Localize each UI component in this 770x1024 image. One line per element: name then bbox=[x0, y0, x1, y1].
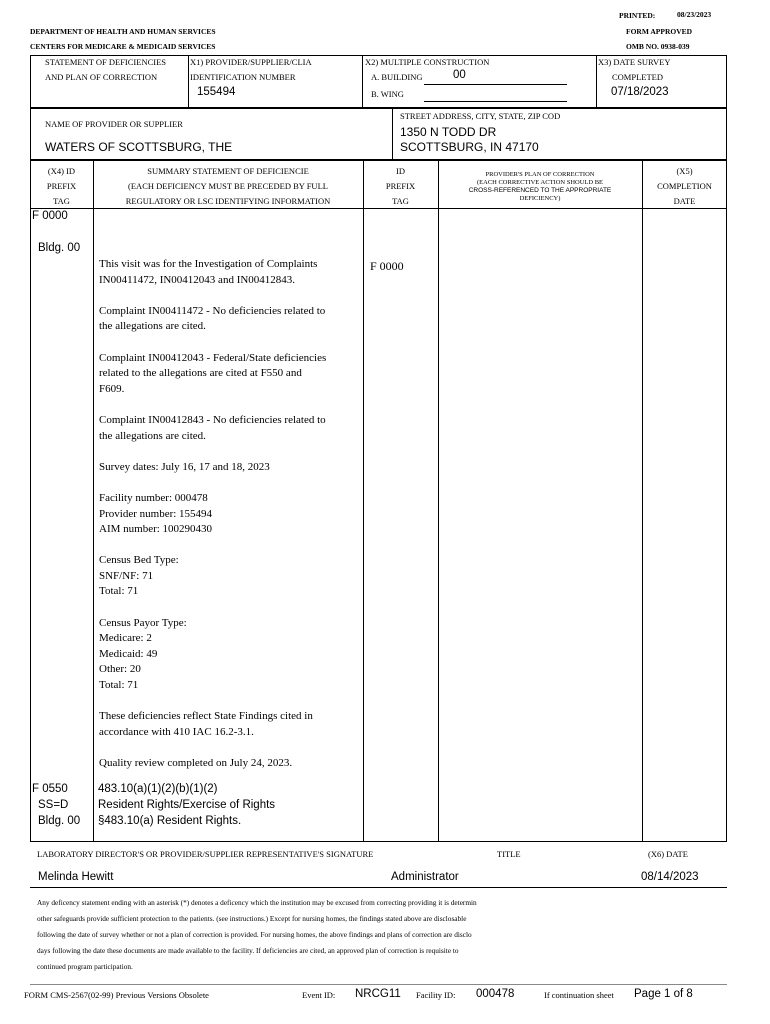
printed-label: PRINTED: bbox=[619, 11, 656, 20]
plan-header-4: DEFICIENCY) bbox=[519, 195, 561, 202]
paragraph-1: This visit was for the Investigation of Complaints IN00411472, IN00412043 and IN00412843. bbox=[99, 258, 318, 286]
x5-header-3: DATE bbox=[673, 196, 696, 206]
event-id-label: Event ID: bbox=[302, 990, 336, 1000]
title-label: TITLE bbox=[497, 849, 521, 859]
id-header-3: TAG bbox=[392, 196, 409, 206]
event-id-value: NRCG11 bbox=[355, 988, 401, 1000]
page-number: Page 1 of 8 bbox=[634, 988, 693, 1000]
provider-name-value: WATERS OF SCOTTSBURG, THE bbox=[45, 140, 233, 154]
paragraph-6: Facility number: 000478 Provider number: 155494 AIM number: 100290430 bbox=[99, 491, 213, 536]
form-number: FORM CMS-2567(02-99) Previous Versions Obsolete bbox=[24, 990, 209, 1000]
statement-label-2: AND PLAN OF CORRECTION bbox=[45, 72, 158, 82]
paragraph-8: Census Payor Type: Medicare: 2 Medicaid: 49 Other: 20 Total: 71 bbox=[99, 616, 187, 692]
x4-header-3: TAG bbox=[53, 196, 70, 206]
paragraph-7: Census Bed Type: SNF/NF: 71 Total: 71 bbox=[99, 554, 179, 598]
address-line-1: 1350 N TODD DR bbox=[400, 125, 497, 139]
omb-number: OMB NO. 0938-039 bbox=[626, 42, 690, 51]
date-survey-label-2: COMPLETED bbox=[612, 72, 663, 82]
bldg-label: Bldg. 00 bbox=[38, 242, 81, 254]
paragraph-2: Complaint IN00411472 - No deficiencies related to the allegations are cited. bbox=[99, 304, 326, 333]
summary-header-2: (EACH DEFICIENCY MUST BE PRECEDED BY FULL bbox=[128, 181, 328, 191]
multiple-construction-label: X2) MULTIPLE CONSTRUCTION bbox=[365, 57, 490, 67]
plan-header-2: (EACH CORRECTIVE ACTION SHOULD BE bbox=[476, 179, 604, 186]
x4-header-2: PREFIX bbox=[46, 181, 77, 191]
disclaimer-line-1: Any deficency statement ending with an asterisk (*) denotes a deficency which the institution may be excused from correcting providing it is determin bbox=[37, 898, 477, 907]
address-line-2: SCOTTSBURG, IN 47170 bbox=[400, 140, 539, 154]
regulation-title: Resident Rights/Exercise of Rights bbox=[98, 799, 276, 811]
signature-date: 08/14/2023 bbox=[641, 871, 699, 883]
regulation-citation: 483.10(a)(1)(2)(b)(1)(2) bbox=[98, 783, 218, 795]
x5-header-2: COMPLETION bbox=[657, 181, 712, 191]
paragraph-4: Complaint IN00412843 - No deficiencies related to the allegations are cited. bbox=[99, 413, 326, 442]
wing-label: B. WING bbox=[371, 89, 404, 99]
id-header-2: PREFIX bbox=[385, 181, 416, 191]
address-label: STREET ADDRESS, CITY, STATE, ZIP COD bbox=[400, 111, 561, 121]
provider-name-label: NAME OF PROVIDER OR SUPPLIER bbox=[45, 119, 183, 129]
x5-header-1: (X5) bbox=[676, 166, 693, 176]
paragraph-9: These deficiencies reflect State Findings cited in accordance with 410 IAC 16.2-3.1. bbox=[99, 710, 313, 738]
centers-heading: CENTERS FOR MEDICARE & MEDICAID SERVICES bbox=[30, 42, 216, 51]
summary-header-3: REGULATORY OR LSC IDENTIFYING INFORMATION bbox=[125, 196, 331, 206]
bldg-label-2: Bldg. 00 bbox=[38, 815, 81, 827]
tag-f0000: F 0000 bbox=[32, 210, 68, 222]
disclaimer-line-4: days following the date these documents are made available to the facility. If deficiencies are cited, an approved plan of correction is requisite to bbox=[37, 946, 459, 955]
facility-id-value: 000478 bbox=[476, 988, 515, 1000]
disclaimer-line-5: continued program participation. bbox=[37, 962, 133, 971]
statement-label-1: STATEMENT OF DEFICIENCIES bbox=[45, 57, 167, 67]
form-approved: FORM APPROVED bbox=[626, 27, 693, 36]
signature-label: LABORATORY DIRECTOR'S OR PROVIDER/SUPPLIER REPRESENTATIVE'S SIGNATURE bbox=[37, 849, 374, 859]
continuation-label: If continuation sheet bbox=[544, 990, 614, 1000]
regulation-section: §483.10(a) Resident Rights. bbox=[98, 815, 242, 827]
building-label: A. BUILDING bbox=[371, 72, 423, 82]
x4-header-1: (X4) ID bbox=[47, 166, 76, 176]
date-label: (X6) DATE bbox=[648, 849, 688, 859]
paragraph-10: Quality review completed on July 24, 2023. bbox=[99, 757, 293, 769]
signer-title: Administrator bbox=[391, 871, 459, 883]
signer-name: Melinda Hewitt bbox=[38, 871, 114, 883]
disclaimer bbox=[37, 895, 477, 975]
summary-header-1: SUMMARY STATEMENT OF DEFICIENCIE bbox=[147, 166, 309, 176]
date-survey-value: 07/18/2023 bbox=[611, 86, 669, 98]
provider-id-label-2: IDENTIFICATION NUMBER bbox=[190, 72, 296, 82]
facility-id-label: Facility ID: bbox=[416, 990, 456, 1000]
paragraph-5: Survey dates: July 16, 17 and 18, 2023 bbox=[99, 460, 270, 473]
paragraph-3: Complaint IN00412043 - Federal/State deficiencies related to the allegations are cited at F550 and F609. bbox=[99, 351, 327, 395]
disclaimer-line-2: other safeguards provide sufficient protection to the patients. (see instructions.) Except for nursing homes, the findings stated above are disclosable bbox=[37, 914, 467, 923]
tag-f0550: F 0550 bbox=[32, 783, 68, 795]
date-survey-label-1: X3) DATE SURVEY bbox=[598, 57, 671, 67]
department-heading: DEPARTMENT OF HEALTH AND HUMAN SERVICES bbox=[30, 27, 216, 36]
plan-header-1: PROVIDER'S PLAN OF CORRECTION bbox=[485, 171, 595, 178]
summary-text bbox=[99, 257, 326, 787]
disclaimer-line-3: following the date of survey whether or not a plan of correction is provided. For nursing homes, the above findings and plans of correction are disclo bbox=[37, 930, 472, 939]
provider-id-label-1: X1) PROVIDER/SUPPLIER/CLIA bbox=[190, 57, 312, 67]
building-value: 00 bbox=[453, 69, 466, 81]
printed-date: 08/23/2023 bbox=[677, 10, 712, 19]
tag-f0000-right: F 0000 bbox=[370, 259, 404, 273]
provider-id-value: 155494 bbox=[197, 86, 236, 98]
scope-severity: SS=D bbox=[38, 799, 69, 811]
plan-header-3: CROSS-REFERENCED TO THE APPROPRIATE bbox=[468, 187, 612, 194]
id-header-1: ID bbox=[396, 166, 405, 176]
